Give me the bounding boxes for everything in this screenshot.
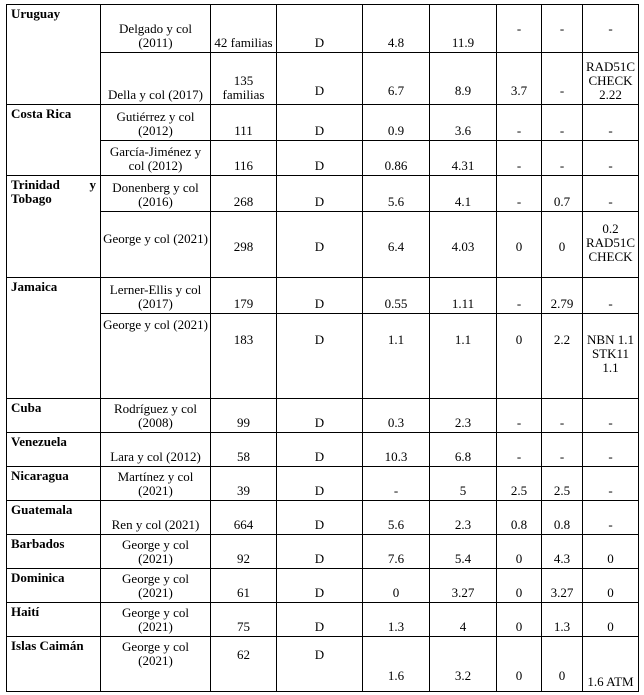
sample-cell: 268	[211, 176, 277, 212]
type-cell: D	[277, 53, 363, 105]
value-cell: 0	[583, 603, 639, 637]
study-cell: Lara y col (2012)	[101, 433, 211, 467]
value-cell: -	[497, 5, 542, 53]
country-cell: Nicaragua	[7, 467, 101, 501]
study-cell: Della y col (2017)	[101, 53, 211, 105]
value-cell: -	[497, 278, 542, 314]
table-row	[7, 637, 639, 692]
value-cell: -	[583, 433, 639, 467]
value-cell: 0.55	[363, 278, 430, 314]
value-cell: 1.6	[363, 637, 430, 692]
country-cell: Haití	[7, 603, 101, 637]
value-cell: 0	[583, 535, 639, 569]
table-row	[7, 105, 639, 141]
type-cell: D	[277, 278, 363, 314]
value-cell: 6.7	[363, 53, 430, 105]
country-cell: Venezuela	[7, 433, 101, 467]
study-cell: Rodríguez y col (2008)	[101, 399, 211, 433]
value-cell: -	[542, 105, 583, 141]
table-row	[7, 603, 639, 637]
study-cell: Gutiérrez y col (2012)	[101, 105, 211, 141]
value-cell: 0	[583, 569, 639, 603]
value-cell: 0	[497, 535, 542, 569]
value-cell: -	[583, 399, 639, 433]
value-cell: 5.6	[363, 176, 430, 212]
value-cell: -	[363, 467, 430, 501]
value-cell: 1.1	[363, 314, 430, 399]
type-cell: D	[277, 399, 363, 433]
value-cell: RAD51C CHECK 2.22	[583, 53, 639, 105]
value-cell: 0.86	[363, 141, 430, 176]
value-cell: -	[542, 433, 583, 467]
type-cell: D	[277, 141, 363, 176]
country-cell: Trinidad y Tobago	[7, 176, 101, 278]
value-cell: 1.1	[430, 314, 497, 399]
value-cell: NBN 1.1 STK11 1.1	[583, 314, 639, 399]
study-cell: George y col (2021)	[101, 314, 211, 399]
country-cell: Costa Rica	[7, 105, 101, 176]
table-row	[7, 433, 639, 467]
value-cell: 0	[497, 212, 542, 278]
value-cell: 3.27	[542, 569, 583, 603]
value-cell: 11.9	[430, 5, 497, 53]
sample-cell: 183	[211, 314, 277, 399]
value-cell: 4	[430, 603, 497, 637]
table-row	[7, 467, 639, 501]
study-cell: Donenberg y col (2016)	[101, 176, 211, 212]
value-cell: -	[542, 141, 583, 176]
study-cell: Delgado y col (2011)	[101, 5, 211, 53]
sample-cell: 92	[211, 535, 277, 569]
sample-cell: 99	[211, 399, 277, 433]
study-cell: George y col (2021)	[101, 637, 211, 692]
value-cell: 0.8	[497, 501, 542, 535]
type-cell: D	[277, 501, 363, 535]
value-cell: 4.31	[430, 141, 497, 176]
value-cell: 7.6	[363, 535, 430, 569]
value-cell: 0	[497, 637, 542, 692]
value-cell: 5.4	[430, 535, 497, 569]
value-cell: 1.11	[430, 278, 497, 314]
type-cell: D	[277, 535, 363, 569]
value-cell: -	[583, 467, 639, 501]
table-row	[7, 212, 639, 278]
value-cell: 5	[430, 467, 497, 501]
type-cell: D	[277, 105, 363, 141]
value-cell: 4.3	[542, 535, 583, 569]
sample-cell: 135 familias	[211, 53, 277, 105]
table-row	[7, 535, 639, 569]
value-cell: -	[583, 141, 639, 176]
study-cell: Martínez y col (2021)	[101, 467, 211, 501]
value-cell: 3.7	[497, 53, 542, 105]
type-cell: D	[277, 637, 363, 692]
value-cell: 5.6	[363, 501, 430, 535]
value-cell: 3.2	[430, 637, 497, 692]
study-cell: George y col (2021)	[101, 535, 211, 569]
sample-cell: 111	[211, 105, 277, 141]
value-cell: 6.8	[430, 433, 497, 467]
study-cell: Ren y col (2021)	[101, 501, 211, 535]
value-cell: -	[583, 105, 639, 141]
type-cell: D	[277, 5, 363, 53]
type-cell: D	[277, 603, 363, 637]
country-cell: Islas Caimán	[7, 637, 101, 692]
country-cell: Barbados	[7, 535, 101, 569]
data-table	[6, 4, 639, 692]
value-cell: 2.2	[542, 314, 583, 399]
value-cell: 2.5	[497, 467, 542, 501]
table-row	[7, 5, 639, 53]
sample-cell: 179	[211, 278, 277, 314]
value-cell: 0.8	[542, 501, 583, 535]
value-cell: 2.3	[430, 501, 497, 535]
value-cell: 0	[542, 212, 583, 278]
value-cell: -	[583, 501, 639, 535]
value-cell: 10.3	[363, 433, 430, 467]
sample-cell: 62	[211, 637, 277, 692]
table-row	[7, 501, 639, 535]
value-cell: 0.3	[363, 399, 430, 433]
value-cell: -	[583, 278, 639, 314]
sample-cell: 39	[211, 467, 277, 501]
table-row	[7, 399, 639, 433]
value-cell: -	[542, 53, 583, 105]
table-row	[7, 278, 639, 314]
value-cell: 4.03	[430, 212, 497, 278]
value-cell: 3.6	[430, 105, 497, 141]
value-cell: -	[497, 399, 542, 433]
country-cell: Dominica	[7, 569, 101, 603]
sample-cell: 42 familias	[211, 5, 277, 53]
type-cell: D	[277, 433, 363, 467]
sample-cell: 58	[211, 433, 277, 467]
sample-cell: 664	[211, 501, 277, 535]
value-cell: 0.9	[363, 105, 430, 141]
value-cell: 0	[363, 569, 430, 603]
sample-cell: 298	[211, 212, 277, 278]
value-cell: 2.3	[430, 399, 497, 433]
value-cell: -	[497, 105, 542, 141]
value-cell: 1.3	[542, 603, 583, 637]
value-cell: 0	[497, 569, 542, 603]
value-cell: -	[583, 176, 639, 212]
sample-cell: 61	[211, 569, 277, 603]
table-row	[7, 569, 639, 603]
country-cell: Jamaica	[7, 278, 101, 399]
study-cell: Lerner-Ellis y col (2017)	[101, 278, 211, 314]
value-cell: -	[497, 141, 542, 176]
study-cell: García-Jiménez y col (2012)	[101, 141, 211, 176]
country-cell: Cuba	[7, 399, 101, 433]
value-cell: 4.8	[363, 5, 430, 53]
value-cell: 1.6 ATM	[583, 637, 639, 692]
value-cell: 4.1	[430, 176, 497, 212]
type-cell: D	[277, 314, 363, 399]
value-cell: 2.79	[542, 278, 583, 314]
table-row	[7, 176, 639, 212]
value-cell: 1.3	[363, 603, 430, 637]
value-cell: 0.2 RAD51C CHECK	[583, 212, 639, 278]
sample-cell: 116	[211, 141, 277, 176]
study-cell: George y col (2021)	[101, 603, 211, 637]
table-row	[7, 53, 639, 105]
type-cell: D	[277, 212, 363, 278]
value-cell: -	[542, 399, 583, 433]
value-cell: 0.7	[542, 176, 583, 212]
study-cell: George y col (2021)	[101, 569, 211, 603]
type-cell: D	[277, 176, 363, 212]
table-row	[7, 141, 639, 176]
value-cell: 0	[497, 603, 542, 637]
country-cell: Guatemala	[7, 501, 101, 535]
value-cell: -	[583, 5, 639, 53]
sample-cell: 75	[211, 603, 277, 637]
type-cell: D	[277, 467, 363, 501]
value-cell: 8.9	[430, 53, 497, 105]
value-cell: 3.27	[430, 569, 497, 603]
country-cell: Uruguay	[7, 5, 101, 105]
value-cell: 0	[542, 637, 583, 692]
value-cell: 2.5	[542, 467, 583, 501]
table-row	[7, 314, 639, 399]
value-cell: 6.4	[363, 212, 430, 278]
value-cell: -	[542, 5, 583, 53]
value-cell: -	[497, 176, 542, 212]
value-cell: -	[497, 433, 542, 467]
type-cell: D	[277, 569, 363, 603]
value-cell: 0	[497, 314, 542, 399]
study-cell: George y col (2021)	[101, 212, 211, 278]
